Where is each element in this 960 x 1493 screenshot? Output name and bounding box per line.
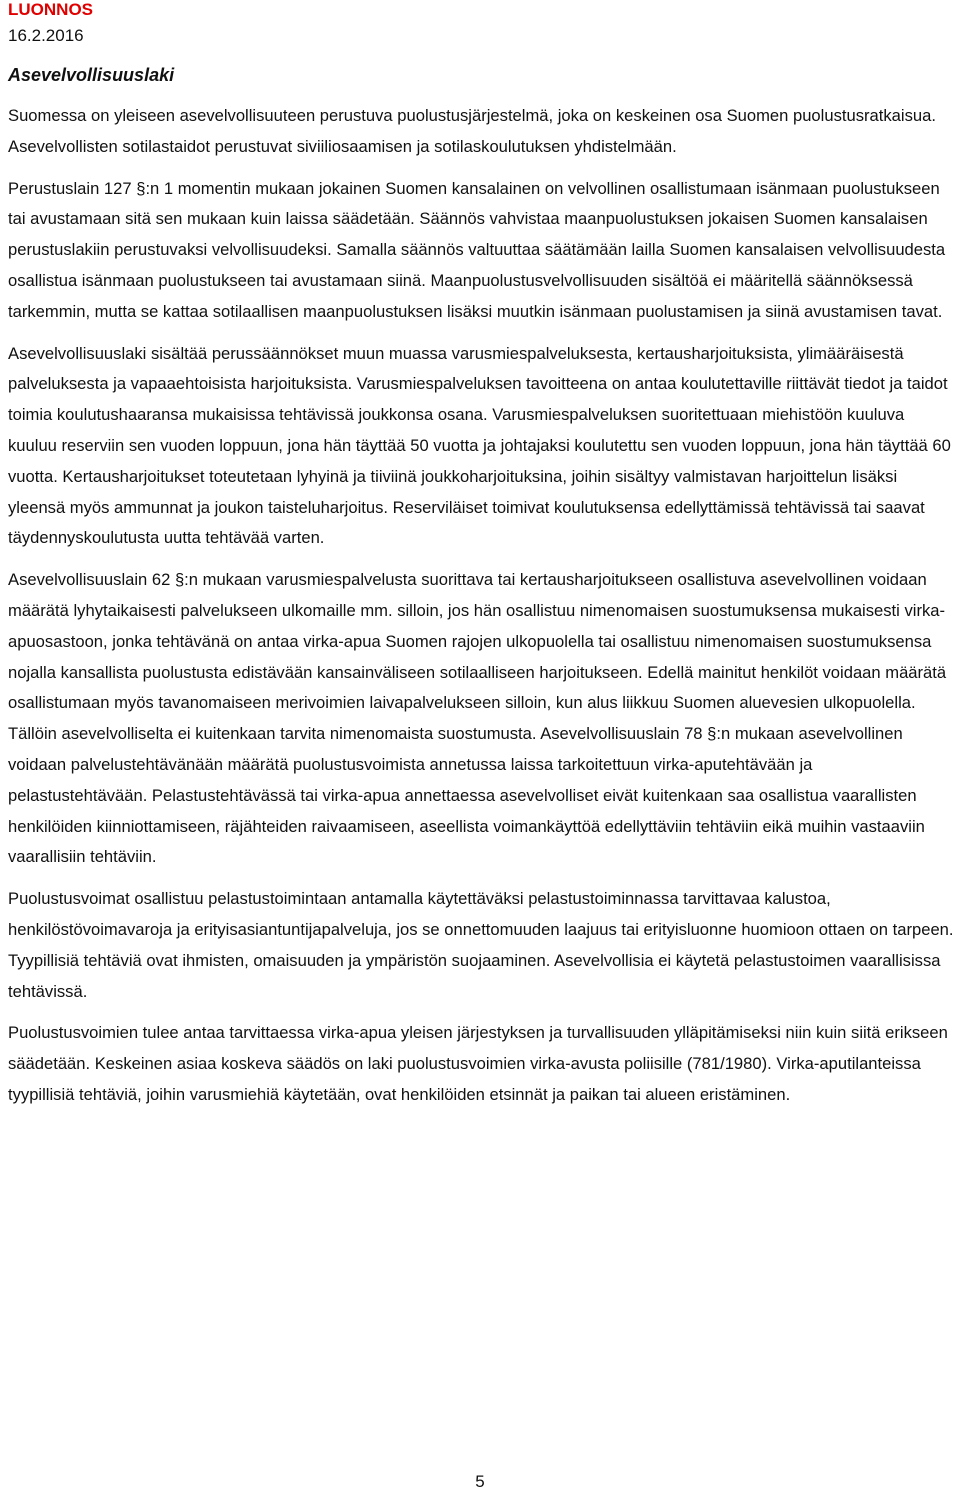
- paragraph-6: Puolustusvoimien tulee antaa tarvittaessa virka-apua yleisen järjestyksen ja turvallisuuden ylläpitämiseksi niin kuin siitä erikseen säädetään. Keskeinen asiaa koskeva säädös on laki puolustusvoimien virka-avusta poliisille (781/1980). Virka-aputilanteissa tyypillisiä tehtäviä, joihin varusmiehiä käytetään, ovat henkilöiden etsinnät ja paikan tai alueen eristäminen.: [8, 1023, 948, 1104]
- paragraph-5: Puolustusvoimat osallistuu pelastustoimintaan antamalla käytettäväksi pelastustoiminnassa tarvittavaa kalustoa, henkilöstövoimavaroja ja erityisasiantuntijapalveluja, jos se onnettomuuden laajuus tai erityisluonne huomioon ottaen on tarpeen. Tyypillisiä tehtäviä ovat ihmisten, omaisuuden ja ympäristön suojaaminen. Asevelvollisia ei käytetä pelastustoimen vaarallisissa tehtävissä.: [8, 889, 954, 1001]
- document-title: Asevelvollisuuslaki: [8, 65, 175, 85]
- paragraph-4: Asevelvollisuuslain 62 §:n mukaan varusmiespalvelusta suorittava tai kertausharjoitukseen osallistuva asevelvollinen voidaan määrätä lyhytaikaisesti palvelukseen ulkomaille mm. silloin, jos hän osallistuu nimenomaisen suostumuksensa mukaisesti virka-apuosastoon, jonka tehtävänä on antaa virka-apua Suomen rajojen ulkopuolella tai osallistuu nimenomaisen suostumuksensa nojalla kansallista puolustusta edistävään kansainväliseen sotilaalliseen harjoitukseen. Edellä mainitut henkilöt voidaan määrätä osallistumaan myös tavanomaiseen merivoimien laivapalvelukseen silloin, kun alus liikkuu Suomen aluevesien ulkopuolella. Tällöin asevelvolliselta ei kuitenkaan tarvita nimenomaista suostumusta. Asevelvollisuuslain 78 §:n mukaan asevelvollinen voidaan palvelustehtävänään määrätä puolustusvoimista annetussa laissa tarkoitettuun virka-aputehtävään ja pelastustehtävään. Pelastustehtävässä tai virka-apua annettaessa asevelvolliset eivät kuitenkaan saa osallistua vaarallisten henkilöiden kiinniottamiseen, räjähteiden raivaamiseen, aseellista voimankäyttöä edellyttäviin tehtäviin eikä muihin vastaaviin vaarallisiin tehtäviin.: [8, 570, 947, 867]
- page-number: 5: [475, 1472, 485, 1491]
- document-date: 16.2.2016: [8, 26, 84, 45]
- paragraph-1: Suomessa on yleiseen asevelvollisuuteen perustuva puolustusjärjestelmä, joka on keskeinen osa Suomen puolustusratkaisua. Asevelvollisten sotilastaidot perustuvat siviiliosaamisen ja sotilaskoulutuksen yhdistelmään.: [8, 106, 936, 156]
- paragraph-3: Asevelvollisuuslaki sisältää perussäännökset muun muassa varusmiespalveluksesta, kertausharjoituksista, ylimääräisestä palveluksesta ja vapaaehtoisista harjoituksista. Varusmiespalveluksen tavoitteena on antaa koulutettaville riittävät tiedot ja taidot toimia koulutushaaransa mukaisissa tehtävissä joukkonsa osana. Varusmiespalveluksen suoritettuaan miehistöön kuuluva kuuluu reserviin sen vuoden loppuun, jona hän täyttää 50 vuotta ja johtajaksi koulutettu sen vuoden loppuun, jona hän täyttää 60 vuotta. Kertausharjoitukset toteutetaan lyhyinä ja tiiviinä joukkoharjoituksina, joihin sisältyy valmistavan harjoittelun lisäksi yleensä myös ammunnat ja joukon taisteluharjoitus. Reserviläiset toimivat koulutuksensa edellyttämissä tehtävissä tai saavat täydennyskoulutusta uutta tehtävää varten.: [8, 343, 951, 548]
- paragraph-2: Perustuslain 127 §:n 1 momentin mukaan jokainen Suomen kansalainen on velvollinen osallistumaan isänmaan puolustukseen tai avustamaan sitä sen mukaan kuin laissa säädetään. Säännös vahvistaa maanpuolustuksen jokaisen Suomen kansalaisen perustuslakiin perustuvaksi velvollisuudeksi. Samalla säännös valtuuttaa säätämään lailla Suomen kansalaisen velvollisuudesta osallistua isänmaan puolustukseen tai avustamaan siinä. Maanpuolustusvelvollisuuden sisältöä ei määritellä säännöksessä tarkemmin, mutta se kattaa sotilaallisen maanpuolustuksen lisäksi muutkin isänmaan puolustamisen ja siinä avustamisen tavat.: [8, 178, 946, 321]
- draft-status-label: LUONNOS: [8, 0, 93, 19]
- document-page: [8, 0, 954, 1111]
